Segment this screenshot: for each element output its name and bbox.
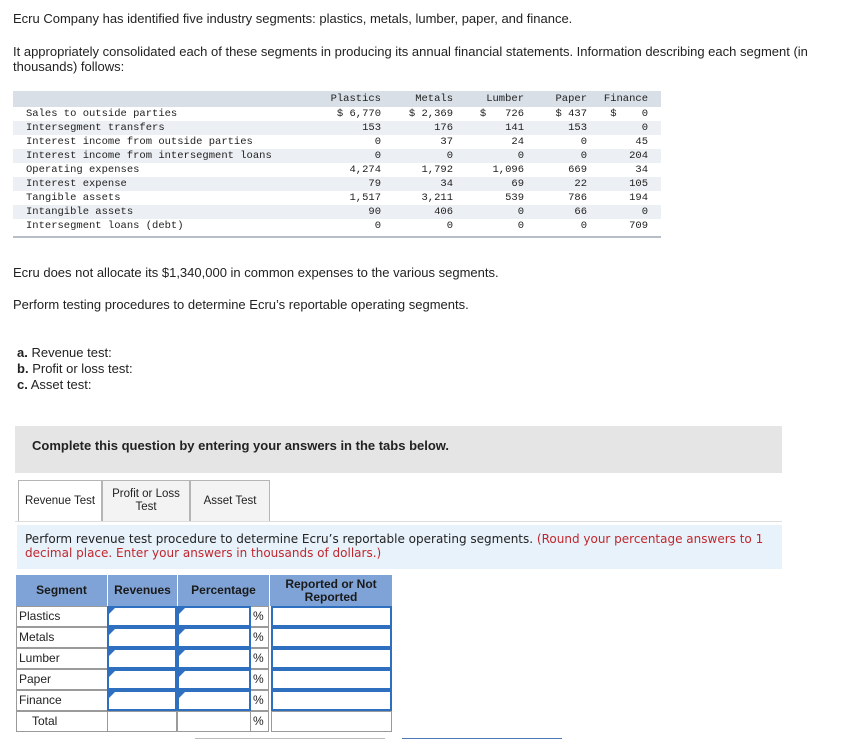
tab-asset-test[interactable]: [190, 480, 270, 522]
segment-label: Finance: [19, 693, 62, 707]
input-marker: [109, 608, 115, 614]
header-percentage: Percentage: [177, 575, 269, 606]
tab-label: Asset Test: [203, 494, 257, 507]
item-text: Revenue test:: [31, 345, 112, 360]
item-letter: b.: [17, 361, 29, 376]
table-cell: 90: [368, 206, 381, 218]
percentage-input[interactable]: [177, 627, 251, 648]
table-row: [13, 107, 661, 121]
input-marker: [109, 671, 115, 677]
input-marker: [179, 671, 185, 677]
table-cell: 0: [446, 150, 453, 162]
table-cell: 1,517: [349, 192, 381, 204]
total-label: Total: [32, 714, 58, 728]
header-reported: Reported or Not Reported: [269, 575, 392, 606]
table-cell: 709: [629, 220, 648, 232]
table-cell: 0: [641, 122, 648, 134]
percentage-input[interactable]: [177, 669, 251, 690]
col-header-plastics: Plastics: [330, 93, 381, 105]
table-cell: 34: [440, 178, 453, 190]
input-marker: [179, 650, 185, 656]
table-row: [13, 149, 661, 163]
table-cell: $ 726: [479, 108, 524, 120]
table-cell: $ 437: [555, 108, 587, 120]
table-cell: 24: [511, 136, 524, 148]
table-row: [13, 177, 661, 191]
tab-label-line1: Profit or Loss: [112, 488, 180, 500]
percent-sign: %: [253, 630, 264, 644]
common-expenses-note: Ecru does not allocate its $1,340,000 in common expenses to the various segments.: [13, 265, 499, 280]
table-row: [13, 205, 661, 219]
revenues-input[interactable]: [107, 648, 177, 669]
table-cell: 176: [434, 122, 453, 134]
table-cell: 0: [580, 136, 587, 148]
table-cell: 34: [635, 164, 648, 176]
list-item: [17, 377, 133, 393]
table-cell: 3,211: [421, 192, 453, 204]
table-cell: 4,274: [349, 164, 381, 176]
table-cell: 0: [580, 220, 587, 232]
row-label: Intersegment transfers: [26, 122, 165, 134]
input-marker: [109, 692, 115, 698]
percentage-input[interactable]: [177, 690, 251, 711]
table-cell: 105: [629, 178, 648, 190]
grid-row-plastics: [16, 606, 392, 627]
item-text: Profit or loss test:: [32, 361, 133, 376]
table-cell: 45: [635, 136, 648, 148]
segment-label: Lumber: [19, 651, 60, 665]
col-header-lumber: Lumber: [486, 93, 524, 105]
tab-revenue-test[interactable]: [18, 480, 102, 522]
table-row: [13, 135, 661, 149]
row-label: Tangible assets: [26, 192, 121, 204]
table-cell: 406: [434, 206, 453, 218]
instruction-note: (Round your percentage answers to 1 decimal place. Enter your answers in thousands of dollars.): [25, 532, 764, 560]
input-marker: [109, 629, 115, 635]
table-cell: 669: [568, 164, 587, 176]
table-cell: 141: [505, 122, 524, 134]
reported-select[interactable]: [271, 669, 392, 690]
test-list: [17, 345, 133, 393]
table-cell: 69: [511, 178, 524, 190]
table-cell: 194: [629, 192, 648, 204]
segment-label: Paper: [19, 672, 52, 686]
banner-text: Complete this question by entering your answers in the tabs below.: [32, 438, 450, 453]
percentage-input[interactable]: [177, 606, 251, 627]
table-row: [13, 163, 661, 177]
table-cell: 0: [517, 150, 524, 162]
row-label: Sales to outside parties: [26, 108, 178, 120]
grid-row-metals: [16, 627, 392, 648]
total-reported-cell: [271, 711, 392, 732]
table-cell: $ 2,369: [408, 108, 453, 120]
revenues-input[interactable]: [107, 606, 177, 627]
task-statement: Perform testing procedures to determine Ecru’s reportable operating segments.: [13, 297, 469, 312]
input-marker: [179, 629, 185, 635]
row-label: Intersegment loans (debt): [26, 220, 184, 232]
table-cell: 0: [517, 220, 524, 232]
percent-sign: %: [253, 651, 264, 665]
input-marker: [179, 692, 185, 698]
grid-row-lumber: [16, 648, 392, 669]
reported-select[interactable]: [271, 648, 392, 669]
instruction-main: Perform revenue test procedure to determine Ecru’s reportable operating segments.: [25, 532, 534, 546]
percent-sign: %: [253, 609, 264, 623]
row-label: Intangible assets: [26, 206, 134, 218]
segment-label: Plastics: [19, 609, 61, 623]
table-cell: 0: [374, 220, 381, 232]
total-percentage-cell: [177, 711, 251, 732]
table-cell: 204: [629, 150, 648, 162]
table-cell: 153: [568, 122, 587, 134]
footer-divider-left: [195, 738, 385, 739]
col-header-paper: Paper: [555, 93, 587, 105]
table-cell: 37: [440, 136, 453, 148]
table-cell: 66: [574, 206, 587, 218]
percentage-input[interactable]: [177, 648, 251, 669]
table-cell: 153: [362, 122, 381, 134]
item-letter: c.: [17, 377, 28, 392]
table-bottom-rule: [13, 236, 661, 238]
tab-label-line2: Test: [135, 501, 157, 513]
segment-data-table: [13, 91, 661, 241]
tab-label: Revenue Test: [24, 494, 96, 507]
table-cell: 0: [374, 136, 381, 148]
table-row: [13, 219, 661, 233]
tab-label: [112, 488, 180, 514]
percent-sign: %: [253, 693, 264, 707]
col-header-metals: Metals: [415, 93, 453, 105]
table-cell: 0: [641, 206, 648, 218]
reported-select[interactable]: [271, 627, 392, 648]
revenues-input[interactable]: [107, 669, 177, 690]
tab-divider: [15, 521, 782, 522]
input-marker: [109, 650, 115, 656]
row-label: Operating expenses: [26, 164, 140, 176]
instructions-banner: [15, 426, 782, 473]
table-cell: 0: [446, 220, 453, 232]
item-letter: a.: [17, 345, 28, 360]
table-row: [13, 191, 661, 205]
row-label: Interest expense: [26, 178, 127, 190]
row-label-cell: [16, 711, 107, 732]
total-revenues-cell: [107, 711, 177, 732]
table-cell: 0: [580, 150, 587, 162]
col-header-finance: Finance: [603, 93, 648, 105]
row-label: Interest income from intersegment loans: [26, 150, 272, 162]
list-item: [17, 345, 133, 361]
item-text: Asset test:: [30, 377, 92, 392]
table-cell: 1,096: [492, 164, 524, 176]
table-cell: 0: [374, 150, 381, 162]
table-row: [13, 121, 661, 135]
segment-label: Metals: [19, 630, 55, 644]
percent-sign: %: [253, 714, 264, 728]
footer-divider-right: [402, 738, 562, 739]
grid-row-paper: [16, 669, 392, 690]
grid-row-total: [16, 711, 392, 732]
reported-select[interactable]: [271, 690, 392, 711]
table-cell: 539: [505, 192, 524, 204]
instruction-box: [17, 525, 782, 569]
table-cell: 22: [574, 178, 587, 190]
revenues-input[interactable]: [107, 627, 177, 648]
row-label: Interest income from outside parties: [26, 136, 253, 148]
revenues-input[interactable]: [107, 690, 177, 711]
list-item: [17, 361, 133, 377]
table-cell: 1,792: [421, 164, 453, 176]
intro-line-1: Ecru Company has identified five industry segments: plastics, metals, lumber, paper, and finance.: [13, 11, 573, 26]
table-cell: $ 6,770: [336, 108, 381, 120]
table-cell: 786: [568, 192, 587, 204]
header-segment: Segment: [16, 575, 107, 606]
table-cell: 79: [368, 178, 381, 190]
intro-line-2: It appropriately consolidated each of these segments in producing its annual financial statements. Information describing each segment (in thousands) follows:: [13, 44, 808, 74]
header-revenues: Revenues: [107, 575, 177, 606]
reported-select[interactable]: [271, 606, 392, 627]
tab-profit-or-loss-test[interactable]: [102, 480, 190, 522]
input-marker: [179, 608, 185, 614]
percent-sign: %: [253, 672, 264, 686]
table-cell: 0: [517, 206, 524, 218]
table-cell: $ 0: [610, 108, 648, 120]
grid-row-finance: [16, 690, 392, 711]
